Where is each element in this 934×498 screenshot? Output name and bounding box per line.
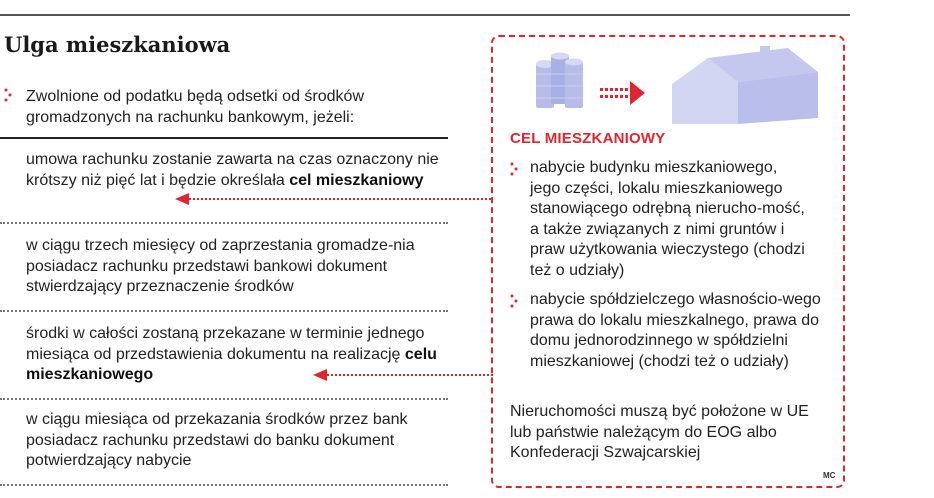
condition-3-bold: celu mieszkaniowego [26,345,437,383]
connector-arrow-1 [175,193,495,205]
intro-text: Zwolnione od podatku będą odsetki od środków gromadzonych na rachunku bankowym, jeżeli: [26,88,364,126]
condition-2-text: w ciągu trzech miesięcy od zaprzestania gromadze-nia posiadacz rachunku przedstawi bankowi dokument stwierdzający przeznaczenie środków [26,237,415,295]
bullet-icon [510,162,520,176]
arrow-icon [600,80,646,106]
goal-label: CEL MIESZKANIOWY [510,130,666,147]
credit: MC [823,471,836,480]
condition-1-bold: cel mieszkaniowy [289,171,424,189]
house-icon [668,46,828,126]
condition-4 [26,410,446,472]
goal-item-1: nabycie budynku mieszkaniowego, jego części, lokalu mieszkaniowego stanowiącego odrębną nierucho-mość, a także związanych z nimi gruntów i praw użytkowania wieczystego (chodzi też o udziały) [530,159,805,279]
condition-1 [26,150,446,191]
dotted-divider [0,310,448,312]
condition-1-text: umowa rachunku zostanie zawarta na czas oznaczony nie krótszy niż pięć lat i będzie określała [26,151,439,189]
condition-3-text: środki w całości zostaną przekazane w terminie jednego miesiąca od przedstawienia dokumentu na realizację [26,325,425,363]
goal-item-2: nabycie spółdzielczego własnościo-wego prawa do lokalu mieszkalnego, prawa do domu jednorodzinnego w spółdzielni mieszkaniowej (chodzi też o udziały) [530,291,821,370]
top-rule [0,14,850,16]
dotted-divider [0,484,448,486]
bullet-icon [4,88,14,102]
condition-2 [26,236,446,298]
connector-arrow-2 [313,369,495,381]
page-title: Ulga mieszkaniowa [4,32,231,57]
thick-divider [0,137,448,139]
location-note: Nieruchomości muszą być położone w UE lub państwie należącym do EOG albo Konfederacji Szwajcarskiej [510,403,809,461]
dotted-divider [0,398,448,400]
coins-icon [534,52,586,110]
bullet-icon [510,294,520,308]
dotted-divider [0,222,448,224]
condition-4-text: w ciągu miesiąca od przekazania środków przez bank posiadacz rachunku przedstawi do banku dokument potwierdzający nabycie [26,411,408,469]
